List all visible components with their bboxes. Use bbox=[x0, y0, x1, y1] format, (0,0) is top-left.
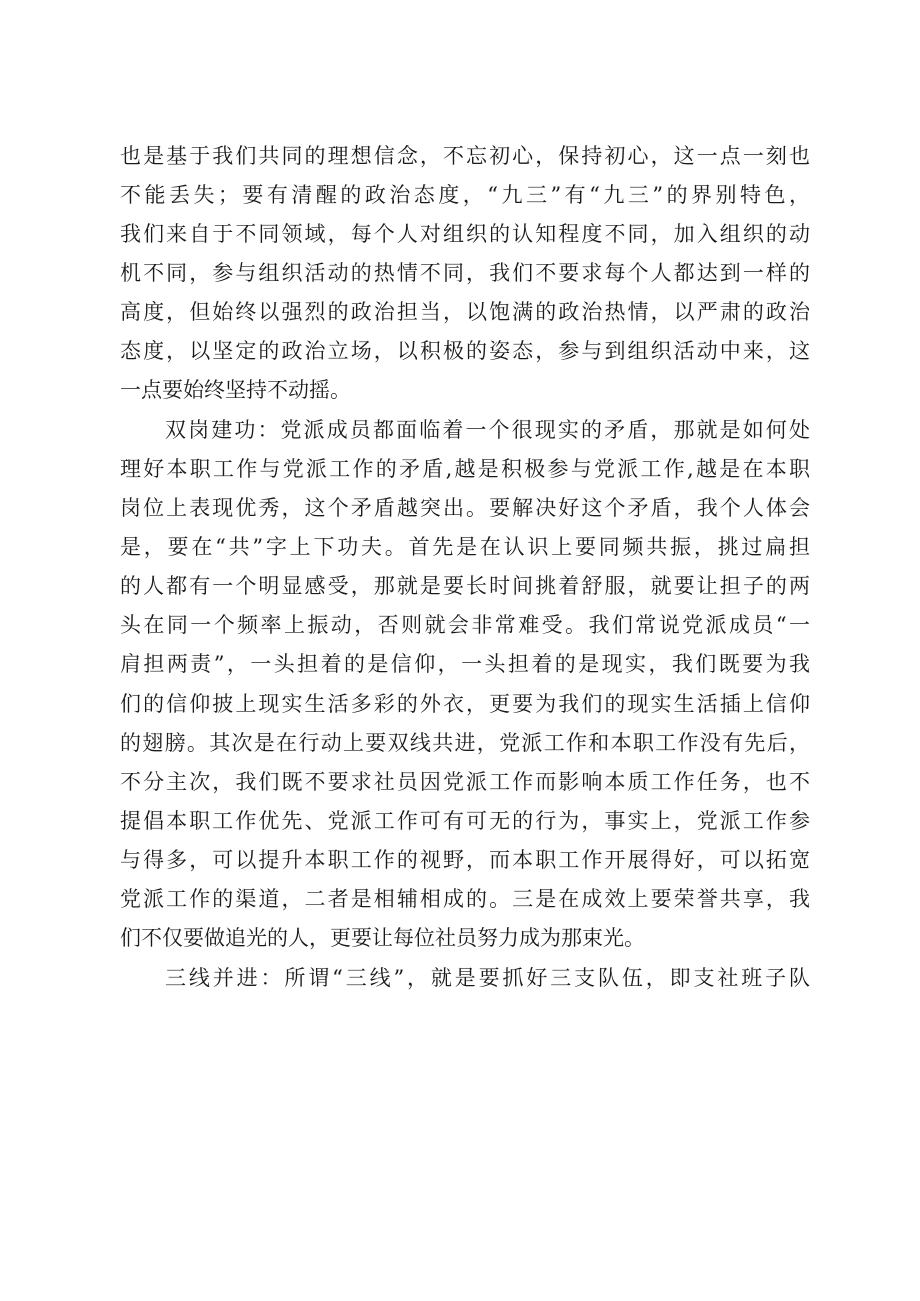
text-line: 是，要在“共”字上下功夫。首先是在认识上要同频共振，挑过扁担 bbox=[120, 535, 810, 559]
text-line: 与得多，可以提升本职工作的视野，而本职工作开展得好，可以拓宽 bbox=[120, 848, 810, 872]
text-line: 高度，但始终以强烈的政治担当，以饱满的政治热情，以严肃的政治 bbox=[120, 300, 810, 324]
text-line: 的翅膀。其次是在行动上要双线共进，党派工作和本职工作没有先后， bbox=[120, 731, 810, 755]
text-line: 不分主次，我们既不要求社员因党派工作而影响本质工作任务，也不 bbox=[120, 770, 810, 794]
text-line: 岗位上表现优秀，这个矛盾越突出。要解决好这个矛盾，我个人体会 bbox=[120, 496, 810, 520]
text-line: 提倡本职工作优先、党派工作可有可无的行为，事实上，党派工作参 bbox=[120, 809, 810, 833]
text-line: 我们来自于不同领域，每个人对组织的认知程度不同，加入组织的动 bbox=[120, 222, 810, 246]
text-line: 们的信仰披上现实生活多彩的外衣，更要为我们的现实生活插上信仰 bbox=[120, 692, 810, 716]
text-line: 们不仅要做追光的人，更要让每位社员努力成为那束光。 bbox=[120, 926, 645, 950]
text-line: 头在同一个频率上振动，否则就会非常难受。我们常说党派成员“一 bbox=[120, 613, 810, 637]
text-line: 三线并进：所谓“三线”，就是要抓好三支队伍，即支社班子队 bbox=[165, 966, 810, 990]
text-line: 机不同，参与组织活动的热情不同，我们不要求每个人都达到一样的 bbox=[120, 261, 810, 285]
text-line: 理好本职工作与党派工作的矛盾,越是积极参与党派工作,越是在本职 bbox=[120, 457, 810, 481]
text-line: 一点要始终坚持不动摇。 bbox=[120, 378, 351, 402]
text-line: 肩担两责”，一头担着的是信仰，一头担着的是现实，我们既要为我 bbox=[120, 652, 810, 676]
text-line: 党派工作的渠道，二者是相辅相成的。三是在成效上要荣誉共享，我 bbox=[120, 887, 810, 911]
text-line: 不能丢失；要有清醒的政治态度，“九三”有“九三”的界别特色， bbox=[120, 183, 810, 207]
text-line: 也是基于我们共同的理想信念，不忘初心，保持初心，这一点一刻也 bbox=[120, 144, 810, 168]
text-line: 态度，以坚定的政治立场，以积极的姿态，参与到组织活动中来，这 bbox=[120, 339, 810, 363]
text-line: 双岗建功：党派成员都面临着一个很现实的矛盾，那就是如何处 bbox=[165, 418, 810, 442]
text-line: 的人都有一个明显感受，那就是要长时间挑着舒服，就要让担子的两 bbox=[120, 574, 810, 598]
